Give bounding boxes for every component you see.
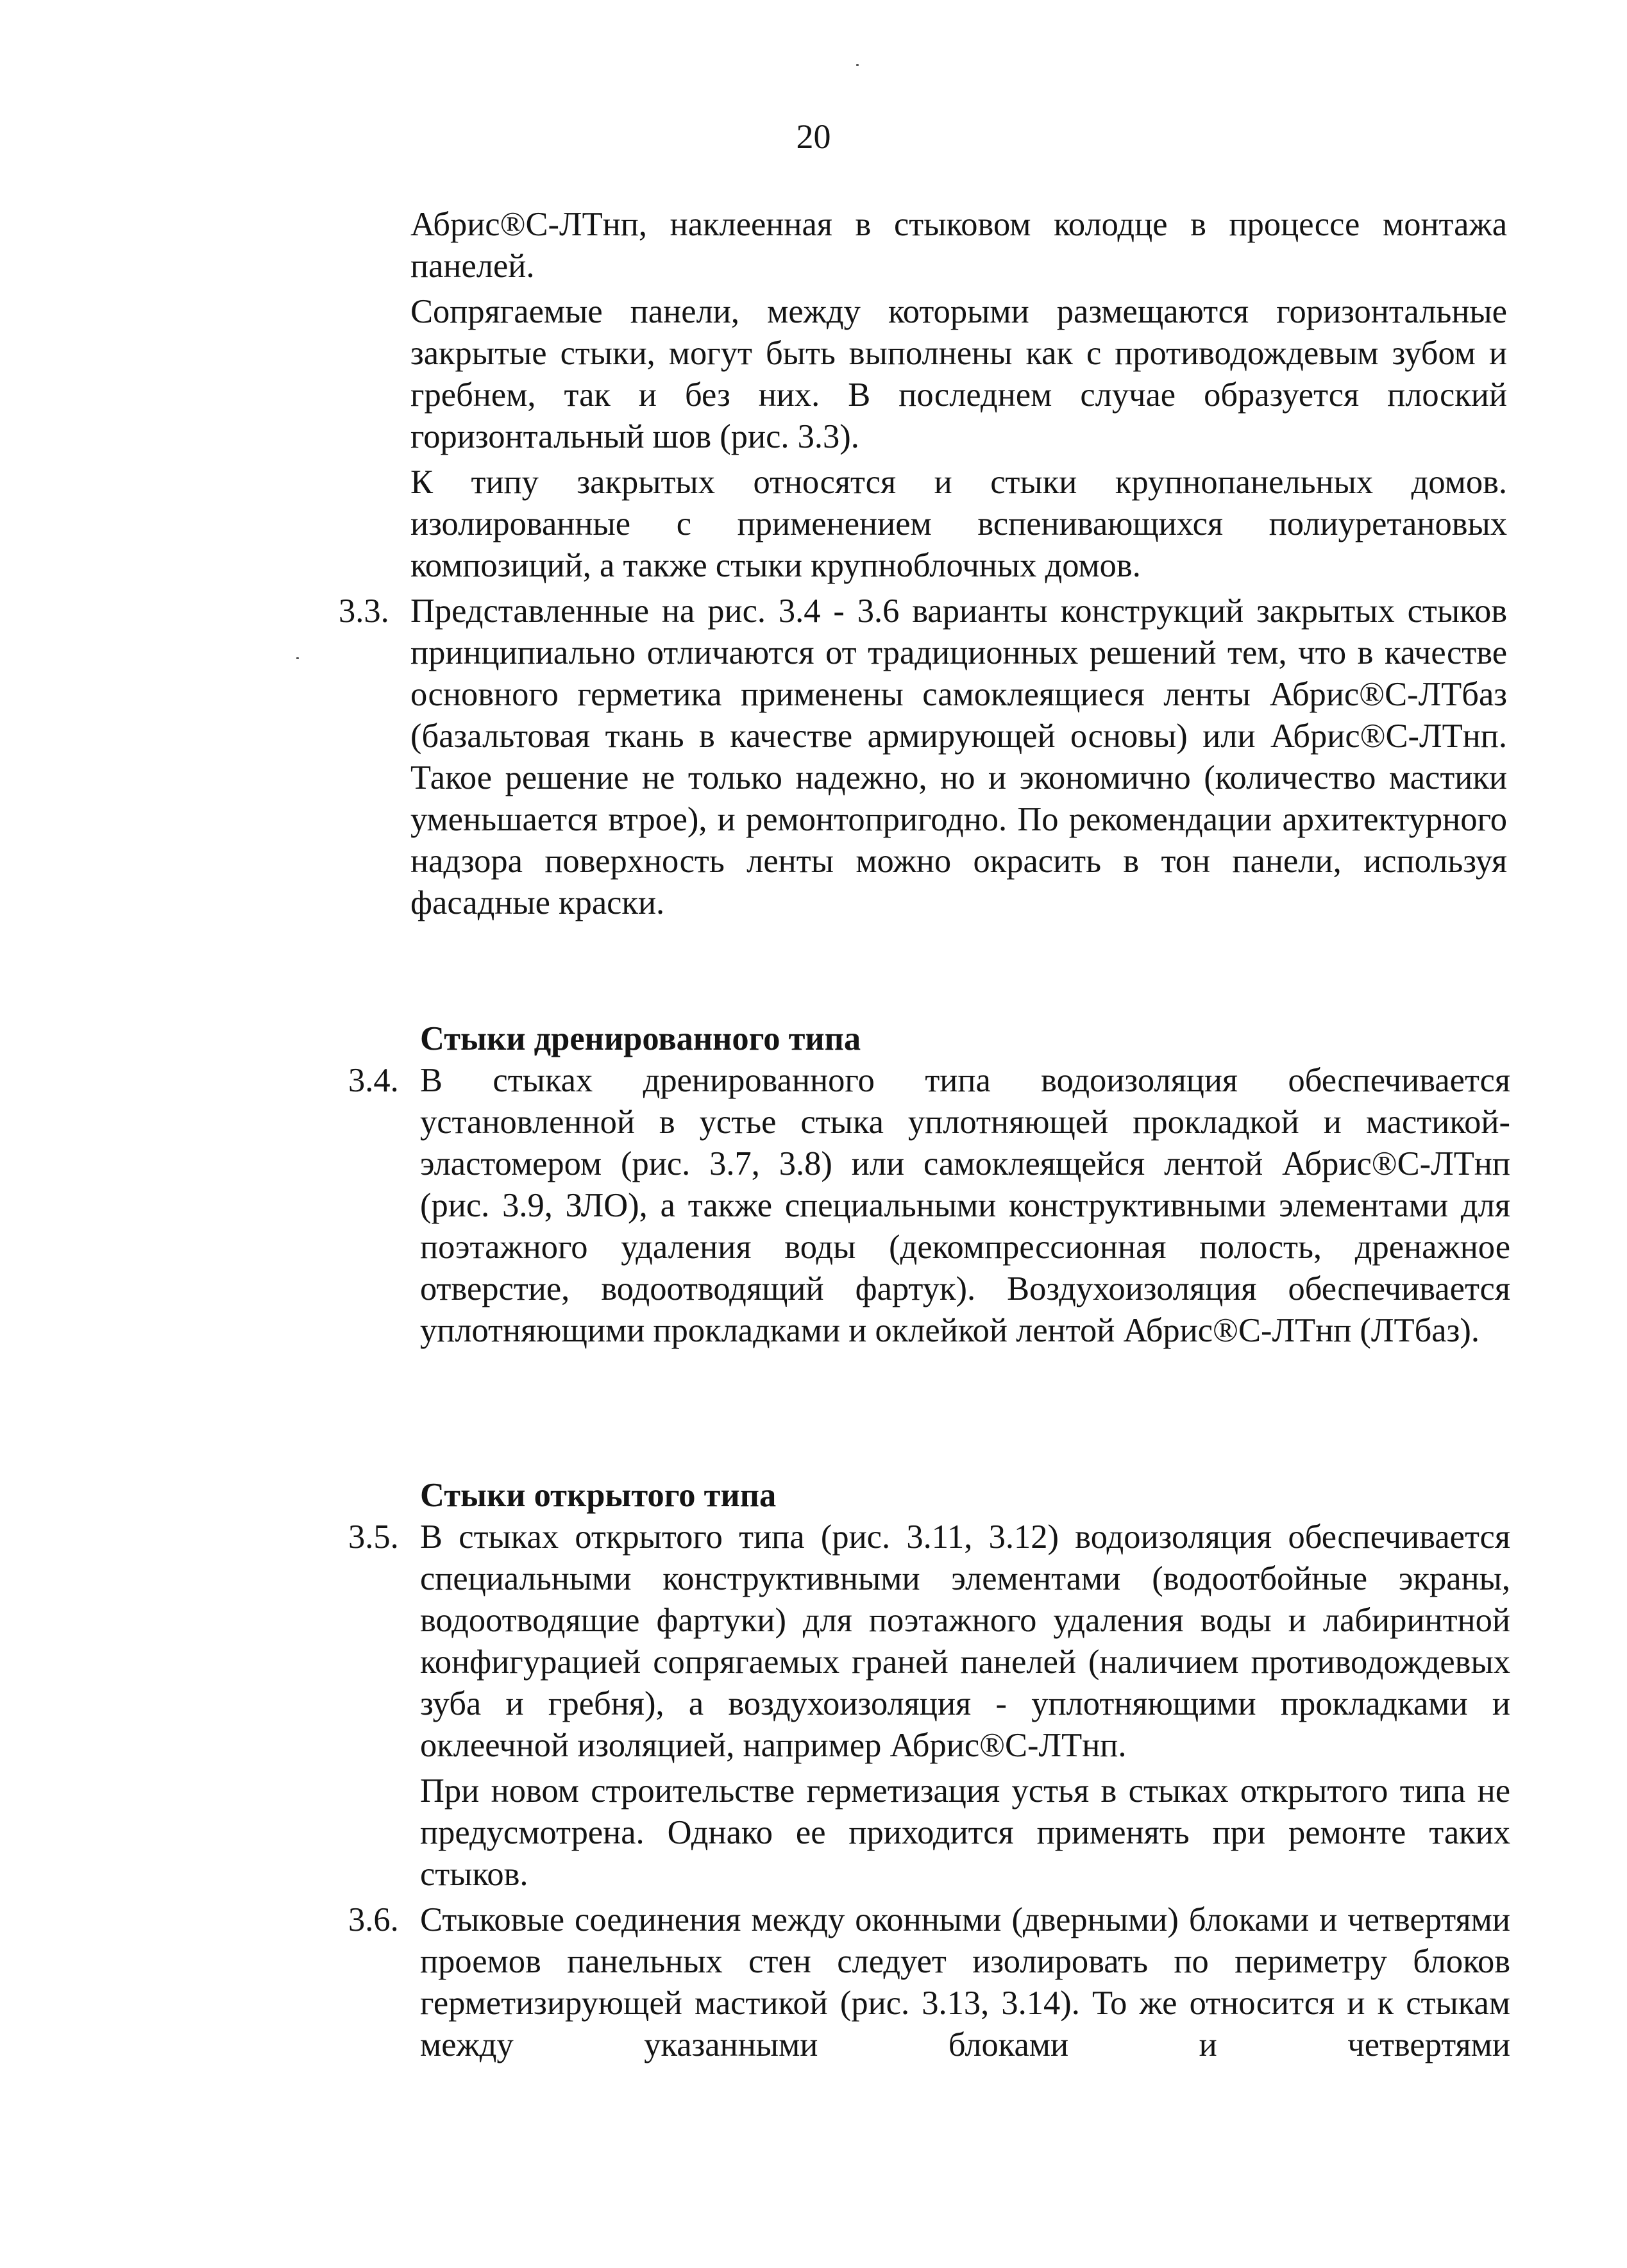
- paragraph: При новом строительстве герметизация устья в стыках открытого типа не предусмотрена. Однако ее приходится применять при ремонте таких стыков.: [420, 1772, 1510, 1893]
- scan-speck: [296, 657, 299, 659]
- numbered-item-3-3: [339, 591, 1507, 924]
- closed-joints-block: [339, 204, 1507, 928]
- paragraph: В стыках дренированного типа водоизоляция обеспечивается установленной в устье стыка уплотняющей прокладкой и мастикой-эластомером (рис. 3.7, 3.8) или самоклеящейся лентой Абрис®С-ЛТнп (рис. 3.9, ЗЛО), а также специальными конструктивными элементами для поэтажного удаления воды (декомпрессионная полость, дренажное отверстие, водоотводящий фартук). Воздухоизоляция обеспечивается уплотняющими прокладками и оклейкой лентой Абрис®С-ЛТнп (ЛТбаз).: [420, 1062, 1510, 1349]
- item-number: 3.5.: [348, 1518, 399, 1556]
- scan-speck: [856, 64, 859, 66]
- section-heading: Стыки открытого типа: [420, 1477, 777, 1514]
- page-number: 20: [796, 117, 831, 156]
- open-joints-section: [348, 1475, 1510, 2070]
- drained-joints-section: [348, 1018, 1510, 1356]
- paragraph: Абрис®С-ЛТнп, наклеенная в стыковом колодце в процессе монтажа панелей.: [410, 206, 1507, 285]
- numbered-item-3-5: [348, 1516, 1510, 1895]
- section-heading: Стыки дренированного типа: [420, 1020, 861, 1057]
- paragraph: Сопрягаемые панели, между которыми размещаются горизонтальные закрытые стыки, могут быть выполнены как с противодождевым зубом и гребнем, так и без них. В последнем случае образуется плоский горизонтальный шов (рис. 3.3).: [410, 293, 1507, 455]
- paragraph: К типу закрытых относятся и стыки крупнопанельных домов. изолированные с применением вспенивающихся полиуретановых композиций, а также стыки крупноблочных домов.: [410, 464, 1507, 584]
- item-number: 3.3.: [339, 592, 389, 630]
- item-number: 3.6.: [348, 1901, 399, 1938]
- paragraph: В стыках открытого типа (рис. 3.11, 3.12) водоизоляция обеспечивается специальными конструктивными элементами (водоотбойные экраны, водоотводящие фартуки) для поэтажного удаления воды и лабиринтной конфигурацией сопрягаемых граней панелей (наличием противодождевых зуба и гребня), а воздухоизоляция - уплотняющими прокладками и оклеечной изоляцией, например Абрис®С-ЛТнп.: [420, 1518, 1510, 1764]
- paragraph: Представленные на рис. 3.4 - 3.6 варианты конструкций закрытых стыков принципиально отличаются от традиционных решений тем, что в качестве основного герметика применены самоклеящиеся ленты Абрис®С-ЛТбаз (базальтовая ткань в качестве армирующей основы) или Абрис®С-ЛТнп. Такое решение не только надежно, но и экономично (количество мастики уменьшается втрое), и ремонтопригодно. По рекомендации архитектурного надзора поверхность ленты можно окрасить в тон панели, используя фасадные краски.: [410, 592, 1507, 921]
- numbered-item-3-4: [348, 1060, 1510, 1352]
- paragraph: Стыковые соединения между оконными (дверными) блоками и четвертями проемов панельных стен следует изолировать по периметру блоков герметизирующей мастикой (рис. 3.13, 3.14). То же относится и к стыкам между указанными блоками и четвертями: [420, 1901, 1510, 2063]
- item-number: 3.4.: [348, 1062, 399, 1099]
- numbered-item-3-6: [348, 1899, 1510, 2066]
